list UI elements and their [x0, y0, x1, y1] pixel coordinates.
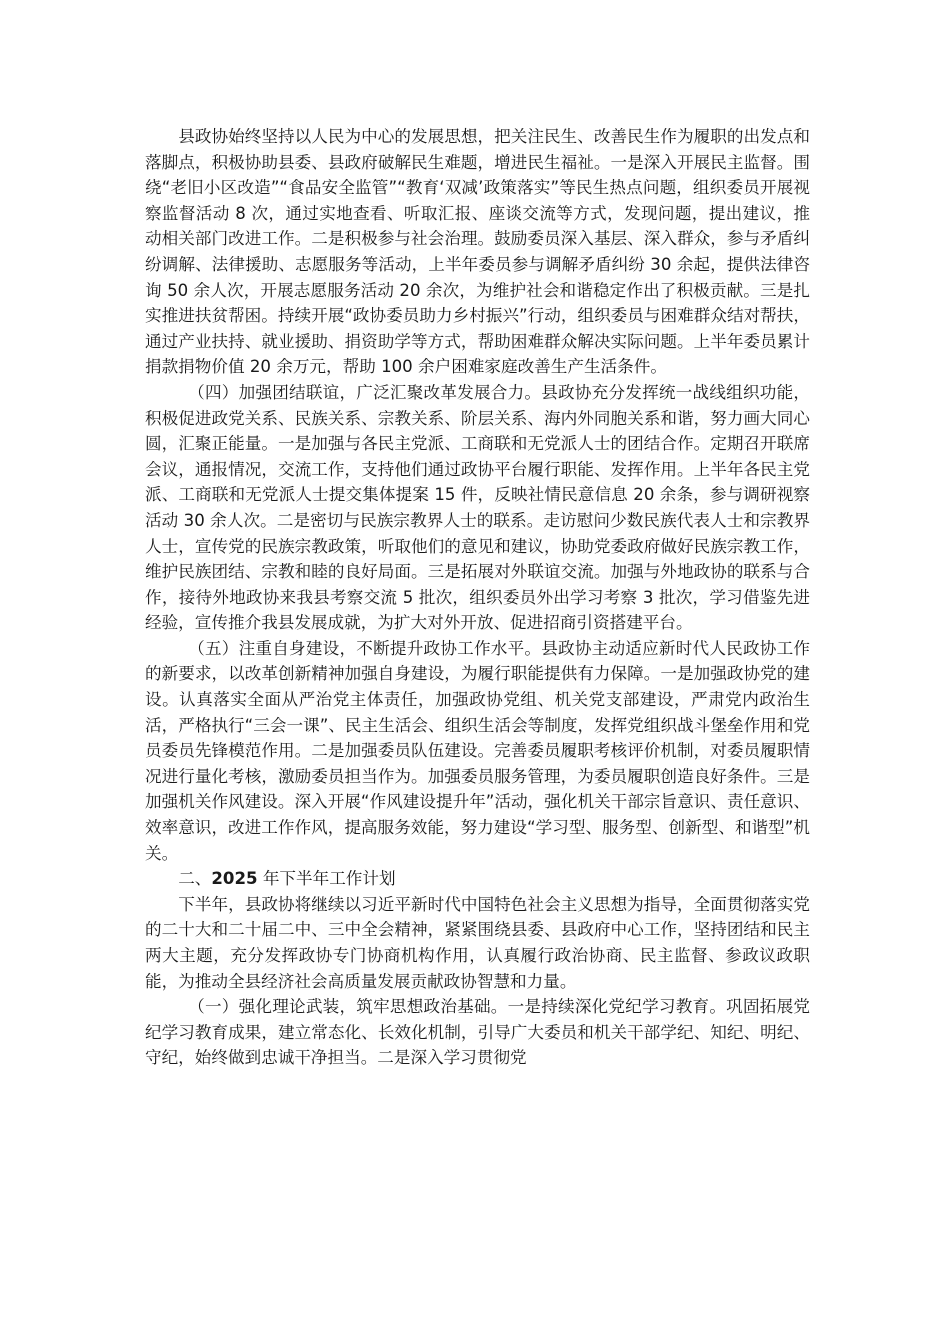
paragraph-unity-liaison: （四）加强团结联谊，广泛汇聚改革发展合力。县政协充分发挥统一战线组织功能，积极促进政党关系、民族关系、宗教关系、阶层关系、海内外同胞关系和谐，努力画大同心圆，汇聚正能量。一是加强与各民主党派、工商联和无党派人士的团结合作。定期召开联席会议，通报情况，交流工作，支持他们通过政协平台履行职能、发挥作用。上半年各民主党派、工商联和无党派人士提交集体提案 15 件，反映社情民意信息 20 余条，参与调研视察活动 30 余人次。二是密切与民族宗教界人士的联系。走访慰问少数民族代表人士和宗教界人士，宣传党的民族宗教政策，听取他们的意见和建议，协助党委政府做好民族宗教工作，维护民族团结、宗教和睦的良好局面。三是拓展对外联谊交流。加强与外地政协的联系与合作，接待外地政协来我县考察交流 5 批次，组织委员外出学习考察 3 批次，学习借鉴先进经验，宣传推介我县发展成就，为扩大对外开放、促进招商引资搭建平台。	[145, 382, 810, 633]
heading-year: 2025	[211, 869, 258, 889]
section-heading-2025-plan	[145, 866, 810, 892]
document-page	[145, 124, 810, 1071]
paragraph-theory-armament: （一）强化理论武装，筑牢思想政治基础。一是持续深化党纪学习教育。巩固拓展党纪学习教育成果，建立常态化、长效化机制，引导广大委员和机关干部学纪、知纪、明纪、守纪，始终做到忠诚干净担当。二是深入学习贯彻党	[145, 997, 810, 1068]
paragraph-self-building: （五）注重自身建设，不断提升政协工作水平。县政协主动适应新时代人民政协工作的新要求，以改革创新精神加强自身建设，为履行职能提供有力保障。一是加强政协党的建设。认真落实全面从严治党主体责任，加强政协党组、机关党支部建设，严肃党内政治生活，严格执行“三会一课”、民主生活会、组织生活会等制度，发挥党组织战斗堡垒作用和党员委员先锋模范作用。二是加强委员队伍建设。完善委员履职考核评价机制，对委员履职情况进行量化考核，激励委员担当作为。加强委员服务管理，为委员履职创造良好条件。三是加强机关作风建设。深入开展“作风建设提升年”活动，强化机关干部宗旨意识、责任意识、效率意识，改进工作作风，提高服务效能，努力建设“学习型、服务型、创新型、和谐型”机关。	[145, 638, 810, 863]
paragraph-people-livelihood: 县政协始终坚持以人民为中心的发展思想，把关注民生、改善民生作为履职的出发点和落脚点，积极协助县委、县政府破解民生难题，增进民生福祉。一是深入开展民主监督。围绕“老旧小区改造”“食品安全监管”“教育‘双减’政策落实”等民生热点问题，组织委员开展视察监督活动 8 次，通过实地查看、听取汇报、座谈交流等方式，发现问题，提出建议，推动相关部门改进工作。二是积极参与社会治理。鼓励委员深入基层、深入群众，参与矛盾纠纷调解、法律援助、志愿服务等活动，上半年委员参与调解矛盾纠纷 30 余起，提供法律咨询 50 余人次，开展志愿服务活动 20 余次，为维护社会和谐稳定作出了积极贡献。三是扎实推进扶贫帮困。持续开展“政协委员助力乡村振兴”行动，组织委员与困难群众结对帮扶，通过产业扶持、就业援助、捐资助学等方式，帮助困难群众解决实际问题。上半年委员累计捐款捐物价值 20 余万元，帮助 100 余户困难家庭改善生产生活条件。	[145, 127, 810, 377]
paragraph-second-half-plan: 下半年，县政协将继续以习近平新时代中国特色社会主义思想为指导，全面贯彻落实党的二十大和二十届二中、三中全会精神，紧紧围绕县委、县政府中心工作，坚持团结和民主两大主题，充分发挥政协专门协商机构作用，认真履行政治协商、民主监督、参政议政职能，为推动全县经济社会高质量发展贡献政协智慧和力量。	[145, 894, 810, 991]
heading-suffix: 年下半年工作计划	[257, 869, 396, 889]
heading-prefix: 二、	[178, 869, 212, 889]
